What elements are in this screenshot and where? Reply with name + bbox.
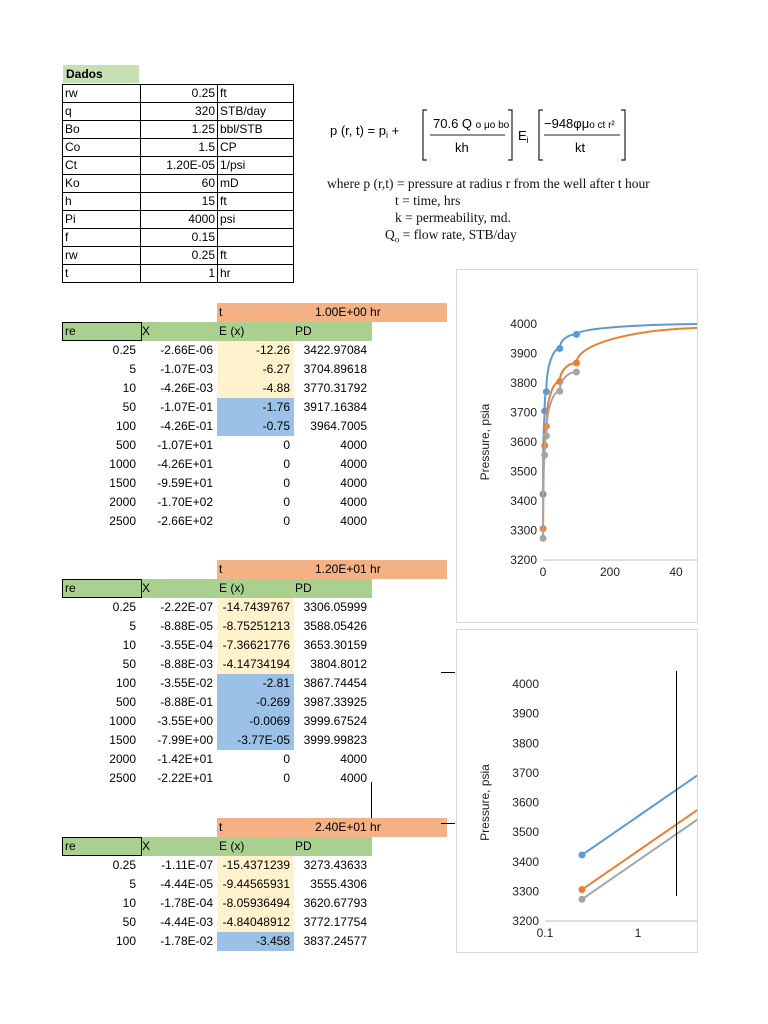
formula-ei: $E_i$ [518,128,529,145]
x-cell[interactable]: -4.26E+01 [157,457,213,471]
pd-cell[interactable]: 4000 [340,752,367,766]
x-cell[interactable]: -2.22E+01 [157,771,213,785]
table-row [62,894,372,913]
re-cell[interactable]: 50 [122,915,136,929]
data-point [573,360,580,367]
ex-cell[interactable]: -6.27 [217,360,294,379]
re-cell[interactable]: 100 [115,419,136,433]
pd-cell[interactable]: 4000 [340,438,367,452]
param-value[interactable]: 1 [141,265,218,283]
cell-mark [441,672,455,673]
y-tick-label: 3500 [510,464,537,479]
data-point [541,452,548,459]
column-header: X [142,324,151,338]
re-cell[interactable]: 500 [115,438,136,452]
formula-num2: −948φμo ct r² [544,116,615,131]
time-label: t [219,305,223,319]
column-header: PD [295,581,312,595]
re-cell[interactable]: 0.25 [112,600,136,614]
table-row [62,932,372,951]
pd-cell[interactable]: 4000 [340,457,367,471]
re-cell[interactable]: 2000 [109,495,136,509]
formula-num1: 70.6 Q o μo bo [433,116,510,131]
column-header: E (x) [219,324,245,338]
x-cell[interactable]: -2.66E+02 [157,514,213,528]
table-row [62,712,372,731]
series-line [543,324,697,529]
data-point [556,345,563,352]
column-header: re [65,324,76,338]
chart-log[interactable] [456,629,698,953]
x-cell[interactable]: -4.44E-03 [160,915,213,929]
re-cell[interactable]: 1000 [109,714,136,728]
data-point [579,896,586,903]
pd-cell[interactable]: 3770.31792 [303,381,367,395]
y-tick-label: 3500 [512,825,539,840]
pd-cell[interactable]: 3917.16384 [303,400,367,414]
table-row [62,436,372,455]
table-row [62,913,372,932]
param-row [63,85,294,103]
y-tick-label: 3800 [510,376,537,390]
re-cell[interactable]: 100 [115,676,136,690]
pd-cell[interactable]: 3837.24577 [303,934,367,948]
re-cell[interactable]: 50 [122,657,136,671]
column-header: PD [295,324,312,338]
param-value[interactable]: 320 [141,103,218,121]
pd-cell[interactable]: 3653.30159 [303,638,367,652]
param-value[interactable]: 1.5 [141,139,218,157]
y-tick-label: 3300 [510,523,537,538]
params-table [62,84,294,283]
re-cell[interactable]: 2500 [109,514,136,528]
where-line-1: where p (r,t) = pressure at radius r from the well after t hour [327,176,650,191]
pd-cell[interactable]: 3804.8012 [310,657,367,671]
data-point [573,369,580,376]
column-header: X [142,839,151,853]
param-row [63,121,294,139]
pd-cell[interactable]: 3704.89618 [303,362,367,376]
re-cell[interactable]: 5 [129,362,136,376]
ex-cell[interactable]: -0.0069 [217,712,294,731]
param-label[interactable]: h [63,193,141,211]
y-tick-label: 3700 [512,765,539,780]
time-header [217,560,447,579]
x-cell[interactable]: -3.55E-04 [160,638,213,652]
x-cell[interactable]: -9.59E+01 [157,476,213,490]
pd-cell[interactable]: 3987.33925 [303,695,367,709]
data-point [573,331,580,338]
dados-title: Dados [63,65,139,83]
param-unit[interactable]: ft [218,247,294,265]
x-cell[interactable]: -3.55E-02 [160,676,213,690]
table-row [62,750,372,769]
ex-cell[interactable]: -8.05936494 [217,894,294,913]
data-point [543,388,550,395]
param-row [63,175,294,193]
ex-cell[interactable]: -0.269 [217,693,294,712]
cell-mark [676,671,677,896]
param-row [63,193,294,211]
x-cell[interactable]: -8.88E-03 [160,657,213,671]
formula [330,108,675,168]
table-row [62,455,372,474]
ex-cell[interactable]: -2.81 [217,674,294,693]
formula-lhs: p (r, $t) = p_i$ + [330,123,400,140]
re-cell[interactable]: 1000 [109,457,136,471]
y-tick-label: 3800 [512,736,539,751]
pd-cell[interactable]: 4000 [340,495,367,509]
param-label[interactable]: Co [63,139,141,157]
re-cell[interactable]: 2500 [109,771,136,785]
pd-cell[interactable]: 3555.4306 [310,877,367,891]
x-cell[interactable]: -2.66E-06 [160,343,213,357]
pd-cell[interactable]: 3772.17754 [303,915,367,929]
x-cell[interactable]: -4.44E-05 [160,877,213,891]
cell-mark [441,823,455,824]
table-row [62,655,372,674]
ex-cell[interactable]: 0 [283,752,290,766]
ex-cell[interactable]: 0 [283,457,290,471]
table-row [62,341,372,360]
series-line [582,796,697,899]
chart-log-svg [457,630,697,952]
cell-mark [371,782,372,818]
param-value[interactable]: 1.25 [141,121,218,139]
x-cell[interactable]: -1.78E-04 [160,896,213,910]
ex-cell[interactable]: -12.26 [217,341,294,360]
table-row [62,636,372,655]
x-tick-label: 40 [669,565,683,579]
re-cell[interactable]: 10 [122,638,136,652]
y-axis-label: Pressure, psia [478,764,492,841]
time-header [217,818,447,837]
y-tick-label: 3600 [510,435,537,449]
where-line-4: $Q_o$ = flow rate, STB/day [385,227,517,245]
x-cell[interactable]: -4.26E-01 [160,419,213,433]
param-unit[interactable]: STB/day [218,103,294,121]
column-header-row [62,579,372,598]
y-tick-label: 3400 [510,494,537,508]
x-cell[interactable]: -1.07E-01 [160,400,213,414]
table-row [62,598,372,617]
x-cell[interactable]: -1.07E+01 [157,438,213,452]
re-cell[interactable]: 5 [129,619,136,633]
pd-cell[interactable]: 3306.05999 [303,600,367,614]
time-value: 2.40E+01 hr [315,820,381,834]
y-axis-label: Pressure, psia [478,403,492,481]
param-unit[interactable]: ft [218,193,294,211]
param-row [63,103,294,121]
param-unit[interactable]: hr [218,265,294,283]
table-row [62,379,372,398]
param-unit[interactable] [218,229,294,247]
ex-cell[interactable]: -0.75 [217,417,294,436]
pd-cell[interactable]: 3867.74454 [303,676,367,690]
time-label: t [219,562,223,576]
x-cell[interactable]: -3.55E+00 [157,714,213,728]
param-label[interactable]: rw [63,85,141,103]
column-header-row [62,322,372,341]
ex-cell[interactable]: -14.7439767 [217,598,294,617]
table-row [62,856,372,875]
x-cell[interactable]: -1.11E-07 [161,858,213,872]
ex-cell[interactable]: -7.36621776 [217,636,294,655]
param-label[interactable]: Pi [63,211,141,229]
table-row [62,493,372,512]
x-tick-label: 1 [634,926,642,940]
table-row [62,417,372,436]
param-unit[interactable]: CP [218,139,294,157]
x-cell[interactable]: -8.88E-01 [160,695,213,709]
y-tick-label: 4000 [510,317,537,331]
ex-cell[interactable]: 0 [283,476,290,490]
table-row [62,693,372,712]
column-header: E (x) [219,581,245,595]
ex-cell[interactable]: 0 [283,771,290,785]
param-value[interactable]: 0.15 [141,229,218,247]
table-row [62,769,372,788]
pd-cell[interactable]: 3999.67524 [303,714,367,728]
re-cell[interactable]: 1500 [109,733,136,747]
ex-cell[interactable]: -1.76 [217,398,294,417]
ex-cell[interactable]: 0 [283,495,290,509]
x-tick-label: 0.1 [536,926,554,940]
ex-cell[interactable]: -4.84048912 [217,913,294,932]
where-line-3: k = permeability, md. [395,210,511,225]
formula-den2: kt [575,140,586,155]
y-tick-label: 3400 [512,854,539,869]
param-unit[interactable]: psi [218,211,294,229]
x-cell[interactable]: -1.07E-03 [160,362,213,376]
table-row [62,474,372,493]
x-tick-label: 200 [599,565,621,579]
data-point [556,388,563,395]
table-row [62,731,372,750]
ex-cell[interactable]: -4.88 [217,379,294,398]
table-row [62,512,372,531]
param-unit[interactable]: ft [218,85,294,103]
column-header-row [62,837,372,856]
re-cell[interactable]: 1500 [109,476,136,490]
param-value[interactable]: 0.25 [141,247,218,265]
chart-linear[interactable] [456,269,698,623]
param-row [63,157,294,175]
param-unit[interactable]: 1/psi [218,157,294,175]
where-line-2: t = time, hrs [395,193,461,208]
re-cell[interactable]: 0.25 [112,858,136,872]
x-cell[interactable]: -2.22E-07 [160,600,213,614]
chart-linear-svg [457,270,697,622]
pd-cell[interactable]: 4000 [340,771,367,785]
column-header: PD [295,839,312,853]
pd-cell[interactable]: 4000 [340,476,367,490]
y-tick-label: 3600 [512,795,539,810]
table-row [62,617,372,636]
ex-cell[interactable]: -3.458 [217,932,294,951]
param-label[interactable]: q [63,103,141,121]
re-cell[interactable]: 10 [122,896,136,910]
time-value: 1.00E+00 hr [315,305,381,319]
pd-cell[interactable]: 4000 [340,514,367,528]
data-point [579,886,586,893]
re-cell[interactable]: 50 [122,400,136,414]
data-point [540,535,547,542]
pd-cell[interactable]: 3273.43633 [303,858,367,872]
column-header: re [65,839,76,853]
ex-cell[interactable]: -3.77E-05 [217,731,294,750]
param-value[interactable]: 1.20E-05 [141,157,218,175]
pd-cell[interactable]: 3422.97084 [303,343,367,357]
column-header: re [65,581,76,595]
ex-cell[interactable]: -9.44565931 [217,875,294,894]
y-tick-label: 3700 [510,405,537,420]
column-header: E (x) [219,839,245,853]
series-line [543,324,697,494]
param-label[interactable]: Ko [63,175,141,193]
table-row [62,674,372,693]
y-tick-label: 4000 [512,677,539,691]
x-cell[interactable]: -7.99E+00 [157,733,213,747]
column-header: X [142,581,151,595]
param-label[interactable]: rw [63,247,141,265]
x-cell[interactable]: -8.88E-05 [160,619,213,633]
param-label[interactable]: f [63,229,141,247]
re-cell[interactable]: 10 [122,381,136,395]
x-cell[interactable]: -1.78E-02 [160,934,213,948]
param-row [63,229,294,247]
ex-cell[interactable]: -15.4371239 [217,856,294,875]
y-tick-label: 3200 [510,553,537,567]
series-line [582,787,697,890]
param-unit[interactable]: bbl/STB [218,121,294,139]
ex-cell[interactable]: -8.75251213 [217,617,294,636]
param-label[interactable]: Bo [63,121,141,139]
table-row [62,875,372,894]
pd-cell[interactable]: 3999.99823 [303,733,367,747]
param-value[interactable]: 15 [141,193,218,211]
ex-cell[interactable]: 0 [283,438,290,452]
y-tick-label: 3300 [512,884,539,899]
pd-cell[interactable]: 3588.05426 [303,619,367,633]
time-header [217,303,447,322]
param-row [63,265,294,283]
x-cell[interactable]: -4.26E-03 [160,381,213,395]
param-row [63,211,294,229]
pd-cell[interactable]: 3964.7005 [310,419,367,433]
x-cell[interactable]: -1.42E+01 [157,752,213,766]
formula-where [327,175,677,249]
ex-cell[interactable]: -4.14734194 [217,655,294,674]
param-unit[interactable]: mD [218,175,294,193]
y-tick-label: 3900 [512,706,539,721]
param-row [63,247,294,265]
re-cell[interactable]: 500 [115,695,136,709]
ex-cell[interactable]: 0 [283,514,290,528]
table-row [62,360,372,379]
re-cell[interactable]: 0.25 [112,343,136,357]
time-label: t [219,820,223,834]
data-point [579,851,586,858]
series-line [582,752,697,855]
y-tick-label: 3900 [510,346,537,361]
param-label[interactable]: Ct [63,157,141,175]
param-value[interactable]: 0.25 [141,85,218,103]
y-tick-label: 3200 [512,914,539,928]
param-row [63,139,294,157]
data-point [543,432,550,439]
formula-graphic [330,108,675,168]
x-cell[interactable]: -1.70E+02 [157,495,213,509]
param-value[interactable]: 4000 [141,211,218,229]
param-value[interactable]: 60 [141,175,218,193]
re-cell[interactable]: 100 [115,934,136,948]
table-row [62,398,372,417]
re-cell[interactable]: 5 [129,877,136,891]
param-label[interactable]: t [63,265,141,283]
time-value: 1.20E+01 hr [315,562,381,576]
re-cell[interactable]: 2000 [109,752,136,766]
x-tick-label: 0 [539,565,547,579]
formula-den1: kh [455,140,469,155]
pd-cell[interactable]: 3620.67793 [303,896,367,910]
